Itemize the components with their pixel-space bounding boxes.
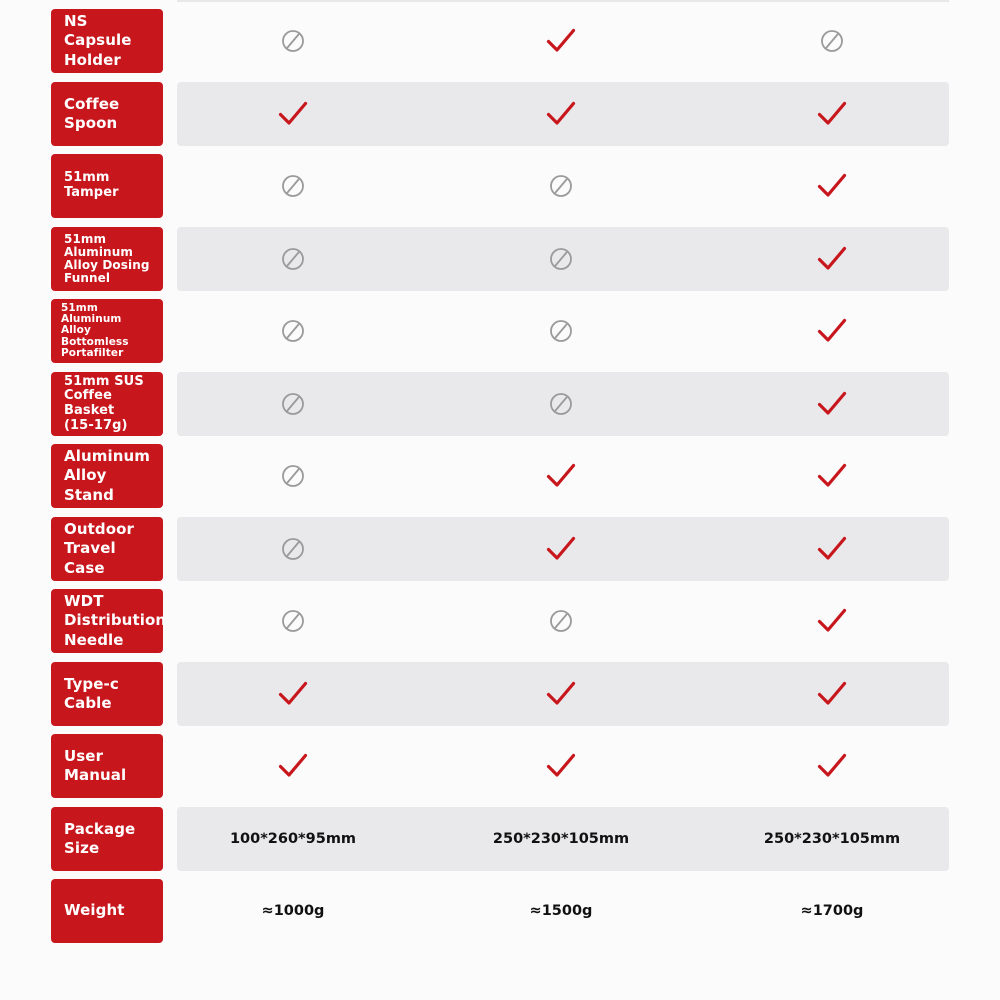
not-included-icon: [549, 392, 573, 416]
checkmark-stroke: [281, 756, 306, 776]
row-label: [51, 444, 163, 508]
row-label-text: Aluminum Alloy Stand: [64, 447, 150, 504]
row-label: [51, 82, 163, 146]
table-cell: [441, 154, 681, 218]
not-included-icon: [549, 247, 573, 271]
row-label-text: Weight: [64, 901, 125, 920]
table-cell: [173, 589, 413, 653]
table-row: [0, 879, 1000, 943]
cell-value: ≈1500g: [529, 903, 593, 919]
table-cell: [441, 444, 681, 508]
table-row: [0, 154, 1000, 218]
row-label: [51, 372, 163, 436]
checkmark-icon: [817, 462, 847, 490]
checkmark-stroke: [820, 104, 845, 124]
row-label: [51, 299, 163, 363]
checkmark-stroke: [549, 756, 574, 776]
row-label-text: 51mm Tamper: [64, 170, 119, 200]
not-included-slash: [288, 470, 299, 483]
table-cell: [441, 227, 681, 291]
table-cell: [441, 372, 681, 436]
row-label: [51, 154, 163, 218]
table-cell: [173, 734, 413, 798]
row-label: [51, 807, 163, 871]
table-row: [0, 82, 1000, 146]
not-included-icon: [281, 319, 305, 343]
table-top-edge: [177, 0, 949, 2]
checkmark-icon: [817, 607, 847, 635]
table-row: [0, 734, 1000, 798]
table-cell: [712, 662, 952, 726]
not-included-icon: [281, 247, 305, 271]
table-cell: [173, 9, 413, 73]
checkmark-stroke: [820, 756, 845, 776]
table-cell: [173, 372, 413, 436]
row-label-text: NS Capsule Holder: [64, 12, 132, 69]
table-cell: [441, 299, 681, 363]
table-cell: [712, 734, 952, 798]
table-row: [0, 444, 1000, 508]
row-label-text: Outdoor Travel Case: [64, 520, 135, 577]
table-row: [0, 807, 1000, 871]
checkmark-stroke: [549, 684, 574, 704]
row-label-text: WDT Distribution Needle: [64, 592, 167, 649]
table-cell: [441, 82, 681, 146]
checkmark-stroke: [820, 611, 845, 631]
row-label-text: 51mm Aluminum Alloy Bottomless Portafilter: [61, 302, 129, 359]
checkmark-icon: [546, 27, 576, 55]
table-cell: [441, 879, 681, 943]
checkmark-stroke: [820, 176, 845, 196]
checkmark-stroke: [281, 104, 306, 124]
table-cell: [712, 517, 952, 581]
cell-value: ≈1700g: [800, 903, 864, 919]
cell-value: 250*230*105mm: [492, 831, 630, 847]
checkmark-icon: [817, 680, 847, 708]
row-label-text: 51mm SUS Coffee Basket (15-17g): [64, 373, 144, 433]
checkmark-icon: [546, 100, 576, 128]
cell-value: ≈1000g: [261, 903, 325, 919]
row-label: [51, 227, 163, 291]
table-cell: [173, 517, 413, 581]
cell-value: 250*230*105mm: [763, 831, 901, 847]
checkmark-stroke: [820, 249, 845, 269]
checkmark-icon: [817, 172, 847, 200]
table-row: [0, 227, 1000, 291]
table-cell: [441, 9, 681, 73]
not-included-slash: [288, 325, 299, 338]
not-included-icon: [281, 537, 305, 561]
table-cell: [441, 517, 681, 581]
table-cell: [441, 734, 681, 798]
not-included-icon: [820, 29, 844, 53]
not-included-slash: [556, 398, 567, 411]
row-label-text: Type-c Cable: [64, 674, 119, 712]
checkmark-icon: [546, 752, 576, 780]
checkmark-stroke: [820, 321, 845, 341]
checkmark-icon: [817, 245, 847, 273]
checkmark-stroke: [820, 466, 845, 486]
row-label: [51, 9, 163, 73]
not-included-icon: [549, 609, 573, 633]
not-included-slash: [288, 35, 299, 48]
not-included-slash: [288, 543, 299, 556]
table-cell: [712, 372, 952, 436]
table-cell: [712, 299, 952, 363]
checkmark-stroke: [820, 539, 845, 559]
not-included-slash: [288, 398, 299, 411]
row-label: [51, 734, 163, 798]
row-label-text: 51mm Aluminum Alloy Dosing Funnel: [64, 232, 150, 285]
table-cell: [173, 154, 413, 218]
not-included-icon: [549, 174, 573, 198]
table-cell: [441, 589, 681, 653]
not-included-slash: [556, 615, 567, 628]
not-included-icon: [281, 464, 305, 488]
not-included-slash: [288, 253, 299, 266]
checkmark-stroke: [820, 394, 845, 414]
checkmark-stroke: [820, 684, 845, 704]
checkmark-icon: [817, 752, 847, 780]
row-label-text: Coffee Spoon: [64, 94, 120, 132]
checkmark-icon: [817, 390, 847, 418]
checkmark-icon: [546, 535, 576, 563]
table-cell: [173, 879, 413, 943]
not-included-icon: [281, 609, 305, 633]
not-included-slash: [288, 615, 299, 628]
not-included-slash: [556, 325, 567, 338]
table-cell: [173, 444, 413, 508]
checkmark-stroke: [549, 539, 574, 559]
not-included-slash: [556, 180, 567, 193]
table-cell: [712, 82, 952, 146]
not-included-slash: [827, 35, 838, 48]
checkmark-stroke: [549, 466, 574, 486]
table-row: [0, 517, 1000, 581]
not-included-slash: [556, 253, 567, 266]
cell-value: 100*260*95mm: [229, 831, 357, 847]
table-row: [0, 372, 1000, 436]
not-included-icon: [281, 392, 305, 416]
checkmark-stroke: [281, 684, 306, 704]
table-cell: [173, 299, 413, 363]
table-cell: [441, 662, 681, 726]
checkmark-stroke: [549, 31, 574, 51]
row-label: [51, 879, 163, 943]
row-label-text: User Manual: [64, 746, 127, 784]
table-row: [0, 299, 1000, 363]
checkmark-icon: [817, 317, 847, 345]
row-label: [51, 517, 163, 581]
table-cell: [712, 444, 952, 508]
table-cell: [712, 879, 952, 943]
checkmark-icon: [546, 680, 576, 708]
table-row: [0, 9, 1000, 73]
checkmark-icon: [817, 535, 847, 563]
row-label: [51, 589, 167, 653]
table-cell: [173, 807, 413, 871]
table-cell: [173, 82, 413, 146]
checkmark-icon: [817, 100, 847, 128]
table-row: [0, 662, 1000, 726]
checkmark-icon: [278, 680, 308, 708]
table-cell: [441, 807, 681, 871]
table-cell: [173, 227, 413, 291]
checkmark-icon: [278, 100, 308, 128]
not-included-icon: [281, 29, 305, 53]
table-cell: [712, 227, 952, 291]
table-cell: [712, 589, 952, 653]
not-included-icon: [549, 319, 573, 343]
not-included-icon: [281, 174, 305, 198]
checkmark-icon: [278, 752, 308, 780]
table-cell: [712, 9, 952, 73]
checkmark-icon: [546, 462, 576, 490]
row-label: [51, 662, 163, 726]
table-cell: [173, 662, 413, 726]
table-cell: [712, 154, 952, 218]
table-row: [0, 589, 1000, 653]
table-cell: [712, 807, 952, 871]
not-included-slash: [288, 180, 299, 193]
checkmark-stroke: [549, 104, 574, 124]
row-label-text: Package Size: [64, 819, 136, 857]
